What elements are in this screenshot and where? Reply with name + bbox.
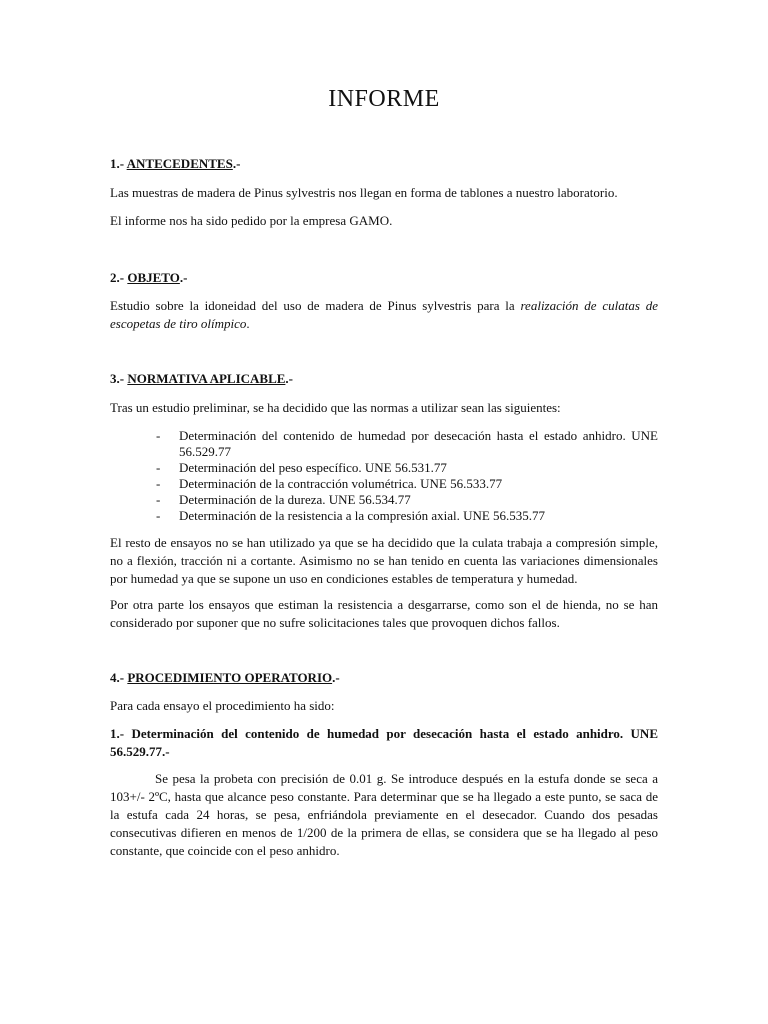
list-item-text: Determinación de la resistencia a la compresión axial. UNE 56.535.77	[179, 508, 546, 523]
section-suffix: .-	[232, 156, 241, 171]
section-number: 2.-	[110, 270, 128, 285]
subsection-1-body: Se pesa la probeta con precisión de 0.01 g. Se introduce después en la estufa donde se seca a 103+/- 2ºC, hasta que alcance peso constante. Para determinar que se ha llegado a este punto, se saca de la estufa cada 24 horas, se pesa, enfriándola previamente en el desecador. Cuando dos pesadas consecutivas difieren en menos de 1/200 de la primera de ellas, se considera que se ha llegado al peso constante, que coincide con el peso anhidro.	[110, 771, 658, 858]
document-title: INFORME	[328, 86, 440, 112]
antecedentes-paragraph-1: Las muestras de madera de Pinus sylvestris nos llegan en forma de tablones a nuestro laboratorio.	[110, 185, 618, 200]
section-number: 1.-	[110, 156, 127, 171]
list-dash: -	[156, 508, 161, 523]
list-item	[110, 476, 658, 492]
list-dash: -	[156, 460, 161, 475]
section-name: ANTECEDENTES	[126, 156, 233, 171]
section-number: 4.-	[110, 670, 128, 685]
list-item	[110, 460, 658, 476]
objeto-italic-text: realización de culatas de escopetas de tiro olímpico	[110, 298, 658, 331]
list-item-text: Determinación de la dureza. UNE 56.534.77	[179, 492, 411, 507]
section-heading-antecedentes	[110, 156, 240, 172]
section-heading-normativa	[110, 371, 293, 387]
normativa-paragraph-2: El resto de ensayos no se han utilizado ya que se ha decidido que la culata trabaja a compresión simple, no a flexión, tracción ni a cortante. Asimismo no se han tenido en cuenta las variaciones dimensionales por humedad ya que se supone un uso en condiciones estables de temperatura y humedad.	[110, 535, 658, 586]
list-dash: -	[156, 492, 161, 507]
list-item-text: Determinación de la contracción volumétrica. UNE 56.533.77	[179, 476, 503, 491]
section-number: 3.-	[110, 371, 128, 386]
section-name: NORMATIVA APLICABLE	[127, 371, 286, 386]
section-name: PROCEDIMIENTO OPERATORIO	[127, 670, 333, 685]
list-item-text: Determinación del peso específico. UNE 56.531.77	[179, 460, 447, 475]
section-heading-procedimiento	[110, 670, 340, 686]
section-suffix: .-	[332, 670, 340, 685]
subsection-1-title: 1.- Determinación del contenido de humedad por desecación hasta el estado anhidro. UNE 56.529.77.-	[110, 726, 658, 759]
list-item	[110, 492, 658, 508]
normativa-list	[110, 428, 658, 524]
antecedentes-paragraph-2: El informe nos ha sido pedido por la empresa GAMO.	[110, 213, 393, 228]
list-dash: -	[156, 476, 161, 491]
section-name: OBJETO	[127, 270, 180, 285]
procedimiento-intro: Para cada ensayo el procedimiento ha sido:	[110, 698, 335, 713]
list-item	[110, 428, 658, 460]
objeto-paragraph	[110, 297, 658, 333]
section-heading-objeto	[110, 270, 187, 286]
normativa-paragraph-3: Por otra parte los ensayos que estiman la resistencia a desgarrarse, como son el de hienda, no se han considerado por suponer que no sufre solicitaciones tales que provoquen dichos fallos.	[110, 597, 658, 630]
objeto-text-end: .	[246, 316, 250, 331]
section-suffix: .-	[179, 270, 188, 285]
list-item	[110, 508, 658, 524]
list-item-text: Determinación del contenido de humedad por desecación hasta el estado anhidro. UNE 56.529.77	[179, 428, 658, 459]
objeto-text: Estudio sobre la idoneidad del uso de madera de Pinus sylvestris para la	[110, 298, 521, 313]
normativa-intro: Tras un estudio preliminar, se ha decidido que las normas a utilizar sean las siguientes:	[110, 400, 561, 415]
section-suffix: .-	[285, 371, 294, 386]
list-dash: -	[156, 428, 161, 443]
